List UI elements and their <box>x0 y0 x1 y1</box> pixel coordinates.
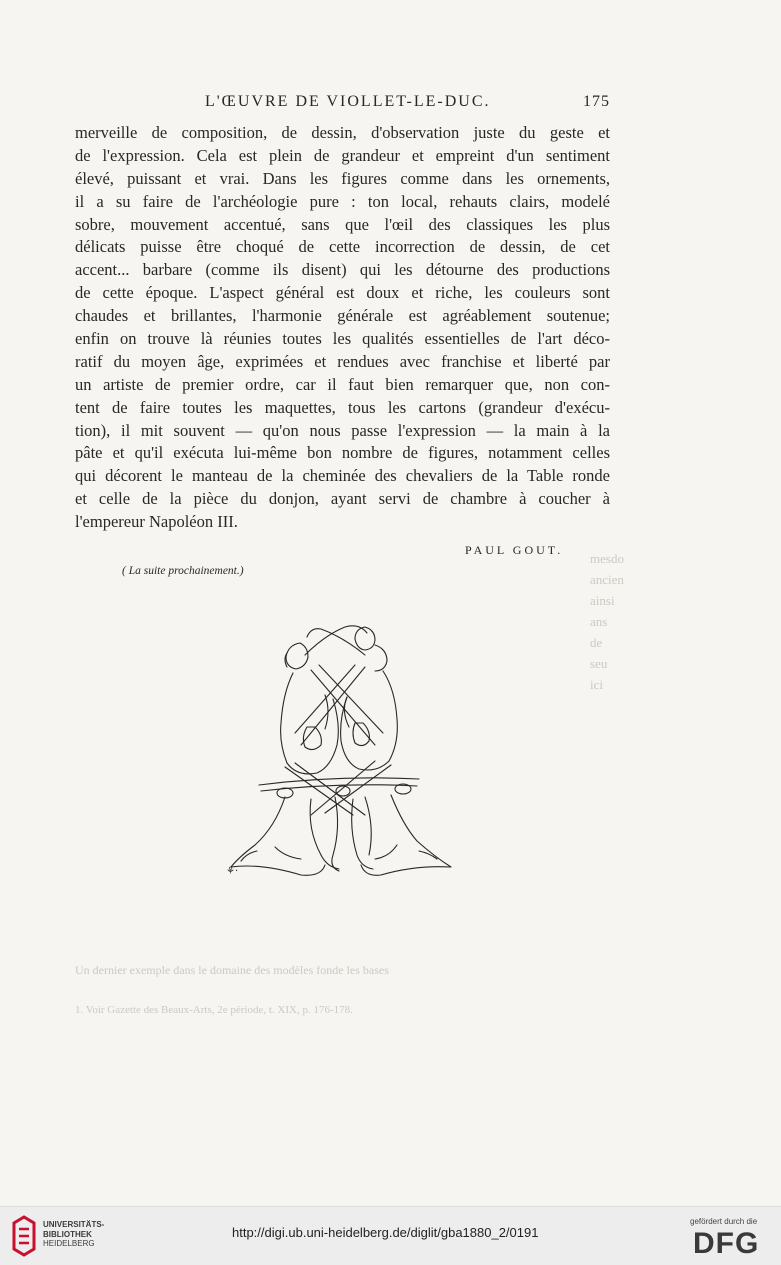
continuation-note: ( La suite prochainement.) <box>122 565 244 577</box>
text-line: qui décorent le manteau de la cheminée des chevaliers de la Table ronde <box>75 466 610 486</box>
running-title: L'ŒUVRE DE VIOLLET-LE-DUC. <box>205 93 491 110</box>
funding-note: gefördert durch die <box>690 1217 758 1226</box>
text-line: enfin on trouve là réunies toutes les qualités essentielles de l'art déco- <box>75 329 610 349</box>
show-through-text: 1. Voir Gazette des Beaux-Arts, 2e période, t. XIX, p. 176-178. <box>75 1004 353 1016</box>
university-library-logo-icon <box>8 1215 40 1257</box>
text-line: un artiste de premier ordre, car il faut bien remarquer que, non con- <box>75 374 610 394</box>
library-name-line: HEIDELBERG <box>43 1239 95 1248</box>
text-line: accent... barbare (comme ils disent) qui les détourne des productions <box>75 260 610 280</box>
digitization-footer <box>0 1206 781 1265</box>
permalink-url[interactable]: http://digi.ub.uni-heidelberg.de/diglit/gba1880_2/0191 <box>232 1225 539 1240</box>
library-name <box>43 1220 104 1249</box>
line-drawing-two-figures <box>215 615 465 890</box>
text-line: pâte et qu'il exécuta lui-même bon nombre de figures, notamment celles <box>75 443 610 463</box>
author-signature: PAUL GOUT. <box>465 543 564 557</box>
dfg-logo: DFG <box>693 1227 760 1260</box>
text-line: et celle de la pièce du donjon, ayant servi de chambre à coucher à <box>75 489 610 509</box>
page-number: 175 <box>583 93 610 110</box>
library-name-line: BIBLIOTHEK <box>43 1229 92 1239</box>
text-line: il a su faire de l'archéologie pure : ton local, rehauts clairs, modelé <box>75 191 610 211</box>
text-line: ratif du moyen âge, exprimées et rendues avec franchise et liberté par <box>75 351 610 371</box>
artist-monogram-icon: ⚘· <box>226 866 239 877</box>
text-line: de l'expression. Cela est plein de grandeur et empreint d'un sentiment <box>75 145 610 165</box>
text-line: élevé, puissant et vrai. Dans les figures comme dans les ornements, <box>75 168 610 188</box>
show-through-text: Un dernier exemple dans le domaine des modèles fonde les bases <box>75 963 389 977</box>
text-line: de cette époque. L'aspect général est doux et riche, les couleurs sont <box>75 283 610 303</box>
running-head <box>75 93 610 113</box>
text-line: merveille de composition, de dessin, d'observation juste du geste et <box>75 123 610 142</box>
text-line: chaudes et brillantes, l'harmonie générale est agréablement soutenue; <box>75 306 610 326</box>
body-paragraph <box>75 122 610 534</box>
library-name-line: UNIVERSITÄTS- <box>43 1220 105 1229</box>
text-line: sobre, mouvement accentué, sans que l'œil des classiques les plus <box>75 214 610 234</box>
text-line: délicats puisse être choqué de cette incorrection de dessin, de cet <box>75 237 610 257</box>
text-line: tion), il mit souvent — qu'on nous passe l'expression — la main à la <box>75 420 610 440</box>
show-through-text: mesdo ancien ainsi ans de seu ici <box>590 551 624 692</box>
text-line: tent de faire toutes les maquettes, tous les cartons (grandeur d'exécu- <box>75 397 610 417</box>
text-line: l'empereur Napoléon III. <box>75 512 238 532</box>
